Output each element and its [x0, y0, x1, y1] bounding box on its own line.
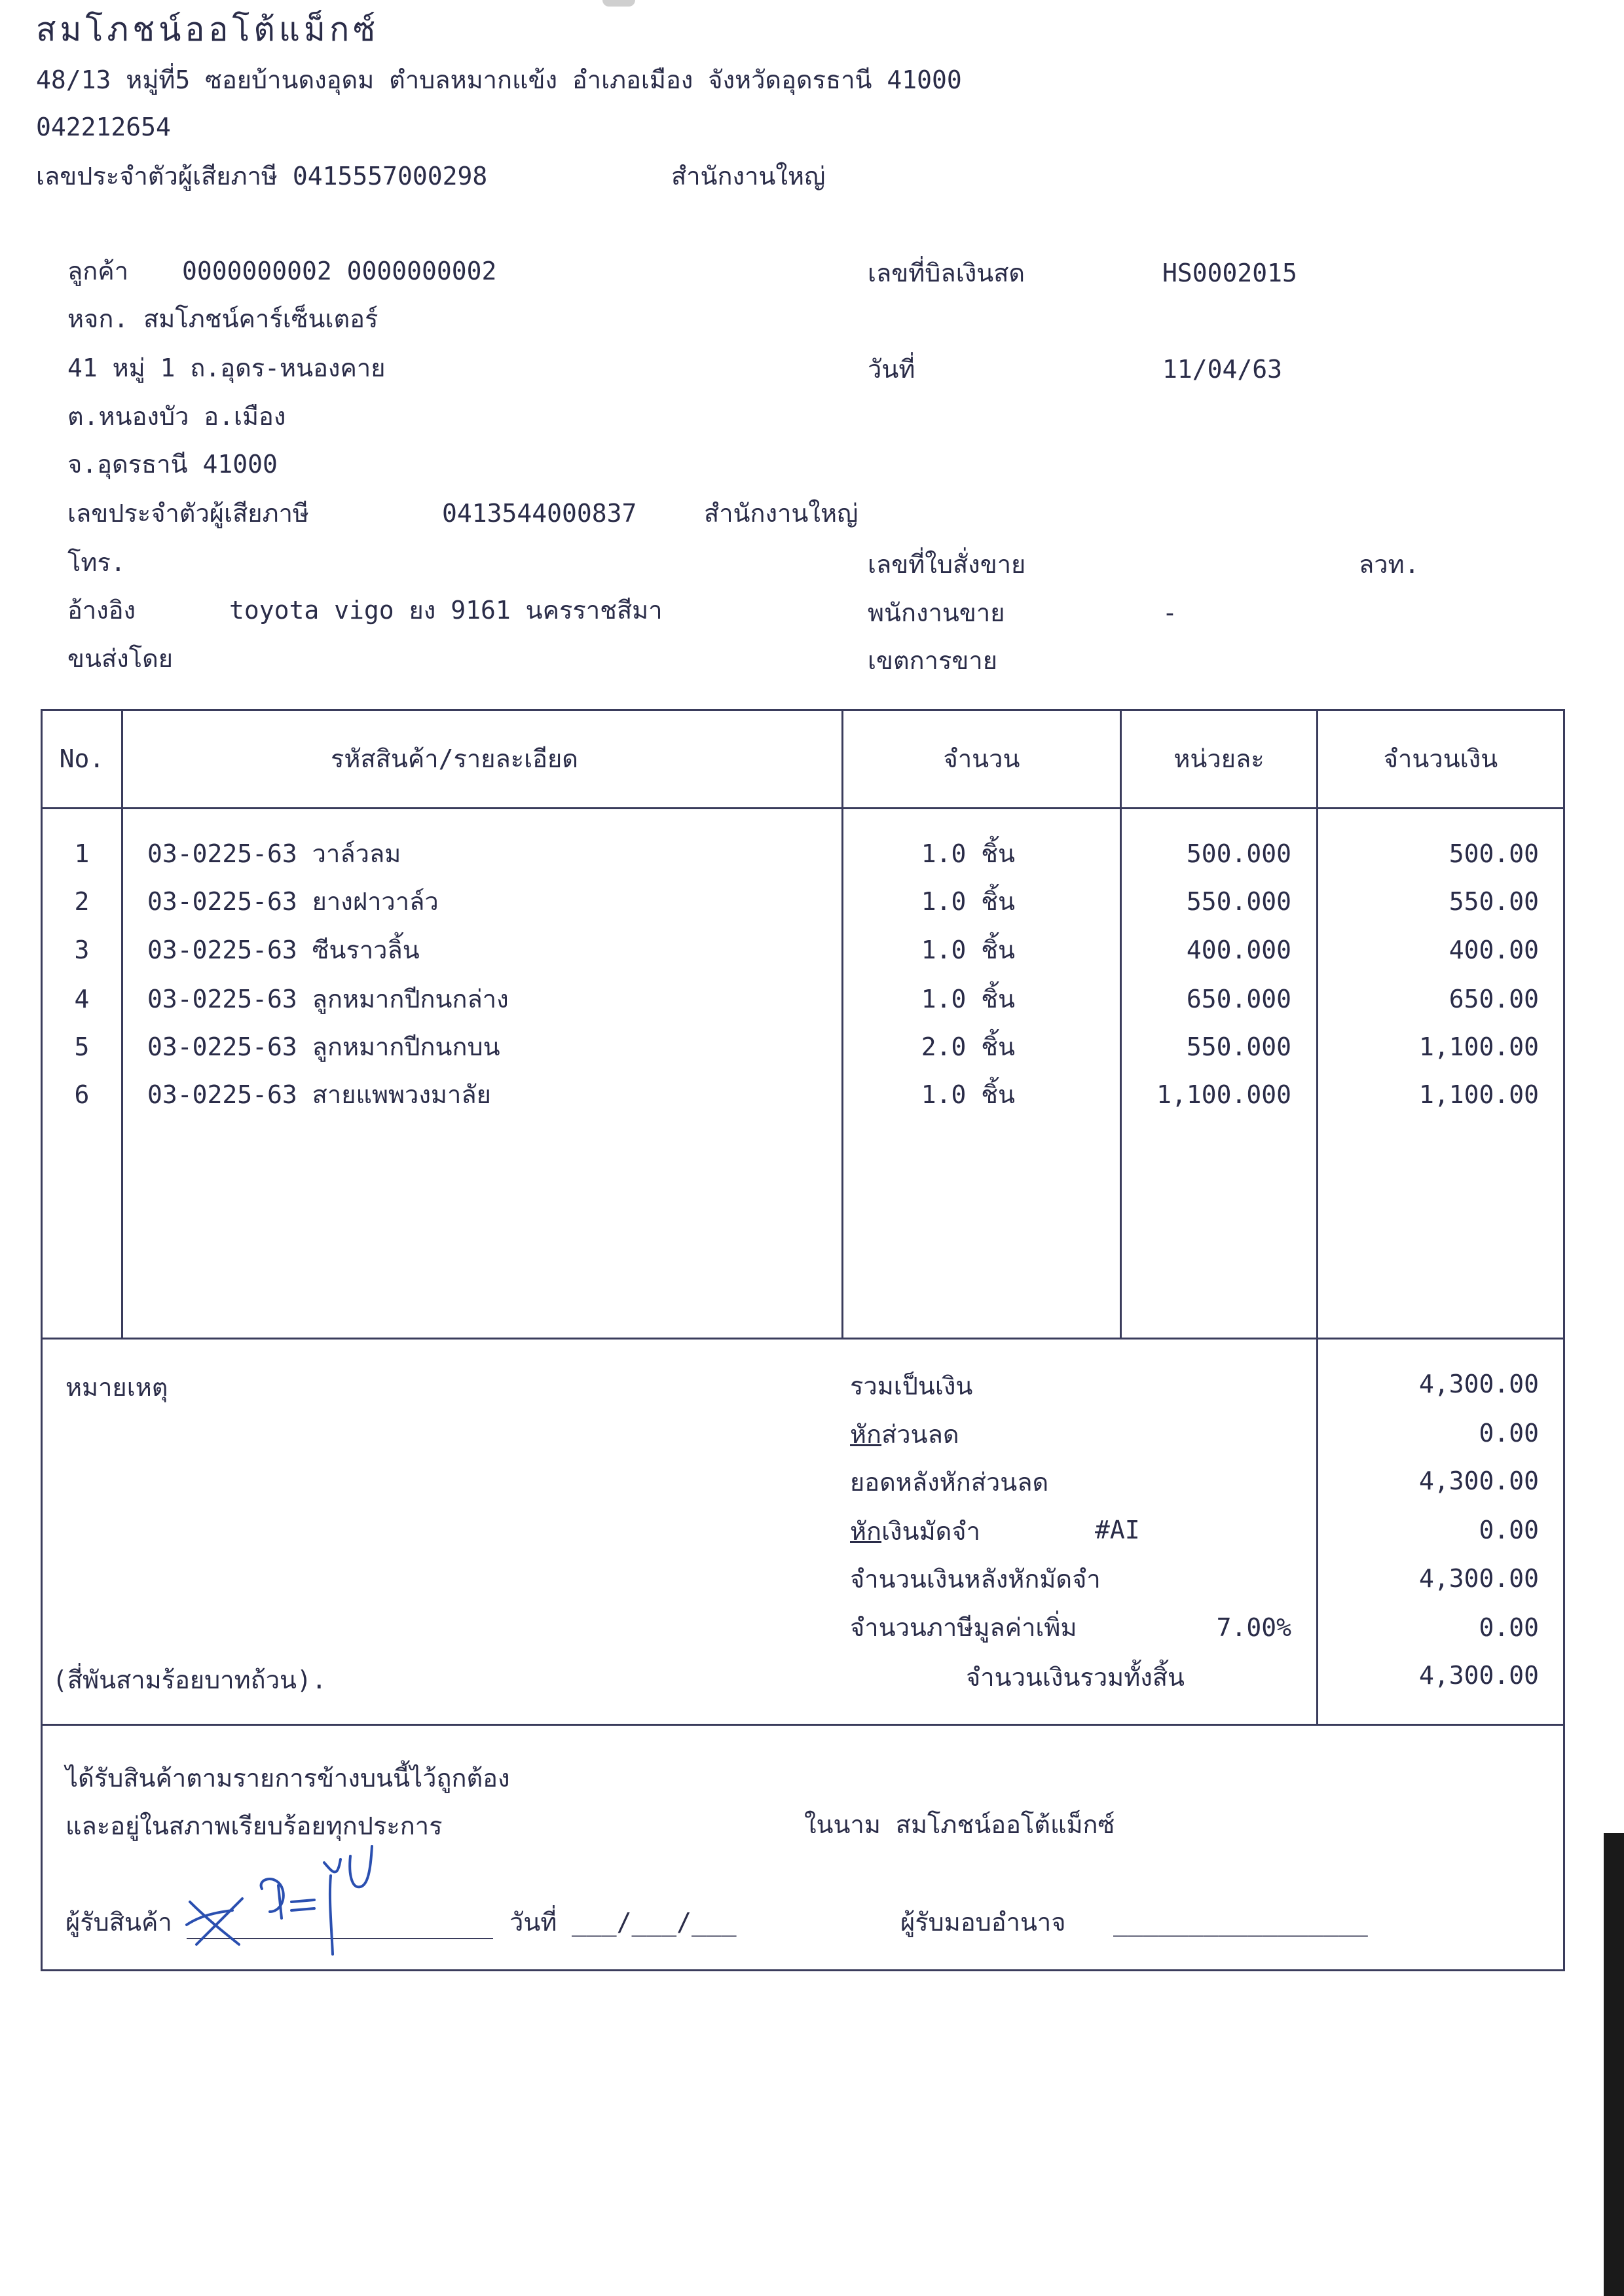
salesperson-label: พนักงานขาย: [868, 598, 1005, 627]
sales-area-label: เขตการขาย: [868, 646, 997, 675]
customer-address-line-1: 41 หมู่ 1 ถ.อุดร-หนองคาย: [67, 354, 386, 382]
authorized-person-label: ผู้รับมอบอำนาจ: [900, 1908, 1066, 1937]
invoice-date: 11/04/63: [1162, 355, 1283, 384]
grand-total-value: 4,300.00: [1418, 1661, 1539, 1690]
row-item: 03-0225-63 ลูกหมากปีกนกบน: [147, 1032, 500, 1061]
received-statement-line-1: ได้รับสินค้าตามรายการข้างบนนี้ไว้ถูกต้อง: [65, 1764, 510, 1793]
salesperson-value: -: [1162, 598, 1177, 627]
row-quantity: 1.0 ชิ้น: [921, 839, 1015, 868]
customer-phone-label: โทร.: [67, 548, 126, 577]
bill-number-label: เลขที่บิลเงินสด: [868, 259, 1025, 287]
row-unit-price: 650.000: [1186, 985, 1291, 1013]
customer-branch: สำนักงานใหญ่: [704, 499, 858, 528]
company-address: 48/13 หมู่ที่5 ซอยบ้านดงอุดม ตำบลหมากแข้ง อำเภอเมือง จังหวัดอุดรธานี 41000: [36, 65, 962, 94]
table-right-border: [1563, 709, 1565, 1971]
row-unit-price: 550.000: [1186, 887, 1291, 916]
customer-code: 0000000002 0000000002: [182, 257, 497, 285]
sales-order-value: ลวท.: [1359, 550, 1420, 579]
after-discount-value: 4,300.00: [1418, 1467, 1539, 1495]
column-divider-no: [121, 709, 123, 1339]
handwritten-signature: [183, 1840, 406, 1964]
row-amount: 650.00: [1449, 985, 1539, 1013]
row-item: 03-0225-63 สายแพพวงมาลัย: [147, 1080, 491, 1109]
company-branch: สำนักงานใหญ่: [671, 162, 826, 191]
discount-label-rest: ส่วนลด: [881, 1420, 959, 1449]
row-quantity: 1.0 ชิ้น: [921, 936, 1015, 964]
row-item: 03-0225-63 ยางฝาวาล์ว: [147, 887, 439, 916]
vat-rate: 7.00%: [1216, 1613, 1291, 1642]
receive-date-label: วันที่: [509, 1908, 557, 1937]
customer-tax-label: เลขประจำตัวผู้เสียภาษี: [67, 499, 309, 528]
customer-reference-value: toyota vigo ยง 9161 นครราชสีมา: [229, 596, 663, 625]
subtotal-label: รวมเป็นเงิน: [850, 1372, 973, 1400]
receive-date-blank: ___/___/___: [572, 1908, 737, 1937]
deposit-value: 0.00: [1479, 1516, 1539, 1544]
row-amount: 1,100.00: [1418, 1032, 1539, 1061]
discount-label: [850, 1422, 959, 1447]
row-quantity: 1.0 ชิ้น: [921, 1080, 1015, 1109]
after-deposit-label: จำนวนเงินหลังหักมัดจำ: [850, 1565, 1101, 1594]
row-unit-price: 400.000: [1186, 936, 1291, 964]
header-divider: [41, 807, 1565, 809]
row-number: 5: [74, 1032, 90, 1061]
deposit-label: [850, 1519, 980, 1544]
row-unit-price: 550.000: [1186, 1032, 1291, 1061]
received-statement-line-2: และอยู่ในสภาพเรียบร้อยทุกประการ: [65, 1812, 443, 1840]
company-name: สมโภชน์ออโต้แม็กซ์: [36, 10, 380, 48]
scan-mark: [602, 0, 635, 7]
column-divider-qty: [1120, 709, 1122, 1339]
remark-label: หมายเหตุ: [65, 1373, 168, 1402]
row-item: 03-0225-63 ซีนราวลิ้น: [147, 936, 420, 964]
customer-label: ลูกค้า: [67, 257, 129, 285]
row-amount: 400.00: [1449, 936, 1539, 964]
scan-edge-shadow: [1604, 1833, 1624, 2296]
table-top-border: [41, 709, 1565, 711]
customer-reference-label: อ้างอิง: [67, 596, 136, 625]
deposit-code: #AI: [1095, 1516, 1140, 1544]
row-amount: 550.00: [1449, 887, 1539, 916]
vat-value: 0.00: [1479, 1613, 1539, 1642]
column-divider-item: [841, 709, 843, 1339]
row-unit-price: 1,100.000: [1156, 1080, 1291, 1109]
vat-label: จำนวนภาษีมูลค่าเพิ่ม: [850, 1613, 1077, 1642]
customer-address-line-3: จ.อุดรธานี 41000: [67, 450, 278, 479]
row-amount: 500.00: [1449, 839, 1539, 868]
row-number: 6: [74, 1080, 90, 1109]
row-number: 2: [74, 887, 90, 916]
grand-total-label: จำนวนเงินรวมทั้งสิ้น: [966, 1663, 1185, 1692]
column-header-item: รหัสสินค้า/รายละเอียด: [331, 744, 578, 773]
sales-order-label: เลขที่ใบสั่งขาย: [868, 550, 1026, 579]
row-quantity: 2.0 ชิ้น: [921, 1032, 1015, 1061]
authorized-signature-blank: _________________: [1113, 1908, 1368, 1937]
invoice-date-label: วันที่: [868, 355, 915, 384]
company-tax-id: เลขประจำตัวผู้เสียภาษี 0415557000298: [36, 162, 488, 191]
subtotal-value: 4,300.00: [1418, 1370, 1539, 1398]
deposit-label-rest: เงินมัดจำ: [881, 1517, 980, 1546]
company-phone: 042212654: [36, 113, 171, 141]
column-header-unit-price: หน่วยละ: [1173, 744, 1264, 773]
row-unit-price: 500.000: [1186, 839, 1291, 868]
column-header-quantity: จำนวน: [943, 744, 1020, 773]
row-amount: 1,100.00: [1418, 1080, 1539, 1109]
column-divider-price: [1316, 709, 1318, 1726]
row-number: 1: [74, 839, 90, 868]
deposit-prefix: หัก: [850, 1517, 882, 1546]
row-item: 03-0225-63 วาล์วลม: [147, 839, 401, 868]
table-bottom-border: [41, 1969, 1565, 1971]
shipping-label: ขนส่งโดย: [67, 644, 174, 673]
amount-in-words: (สี่พันสามร้อยบาทถ้วน).: [52, 1666, 327, 1694]
customer-address-line-2: ต.หนองบัว อ.เมือง: [67, 402, 286, 431]
items-bottom-rule: [41, 1338, 1565, 1339]
receiver-label: ผู้รับสินค้า: [65, 1908, 172, 1937]
row-quantity: 1.0 ชิ้น: [921, 887, 1015, 916]
after-deposit-value: 4,300.00: [1418, 1564, 1539, 1593]
summary-bottom-rule: [41, 1724, 1565, 1726]
row-number: 3: [74, 936, 90, 964]
row-number: 4: [74, 985, 90, 1013]
bill-number: HS0002015: [1162, 259, 1297, 287]
customer-name: หจก. สมโภชน์คาร์เซ็นเตอร์: [67, 304, 378, 333]
row-item: 03-0225-63 ลูกหมากปีกนกล่าง: [147, 985, 509, 1013]
column-header-no: No.: [59, 744, 105, 773]
after-discount-label: ยอดหลังหักส่วนลด: [850, 1468, 1049, 1497]
on-behalf-of-company: ในนาม สมโภชน์ออโต้แม็กซ์: [804, 1810, 1115, 1839]
customer-tax-id: 0413544000837: [442, 499, 637, 528]
column-header-amount: จำนวนเงิน: [1383, 744, 1498, 773]
discount-prefix: หัก: [850, 1420, 882, 1449]
discount-value: 0.00: [1479, 1419, 1539, 1448]
row-quantity: 1.0 ชิ้น: [921, 985, 1015, 1013]
